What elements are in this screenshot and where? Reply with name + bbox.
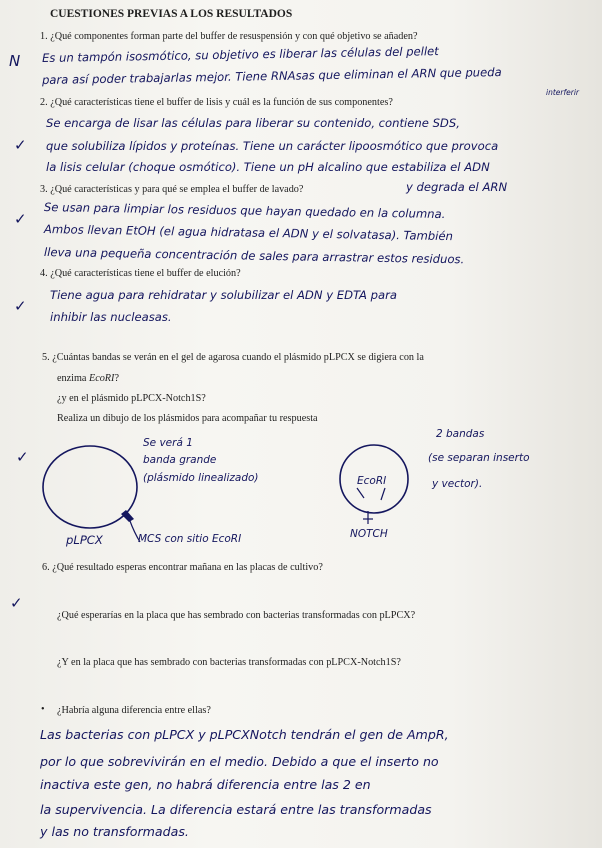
question-5-line-2: enzima EcoRI? [57, 373, 119, 384]
answer-1-line-2: para así poder trabajarlas mejor. Tiene RNAsas que eliminan el ARN que pueda [41, 64, 502, 87]
ecori-site-label: EcoRI [357, 475, 387, 487]
answer-2-line-3: la lisis celular (choque osmótico). Tiene un pH alcalino que estabiliza el ADN [46, 160, 490, 174]
question-3: 3. ¿Qué características y para qué se emplea el buffer de lavado? [40, 184, 304, 195]
answer-6-line-1: Las bacterias con pLPCX y pLPCXNotch tendrán el gen de AmpR, [40, 727, 449, 742]
question-6-line-2: ¿Qué esperarías en la placa que has sembrado con bacterias transformadas con pLPCX? [57, 610, 416, 621]
question-4: 4. ¿Qué características tiene el buffer de elución? [40, 268, 241, 279]
mcs-label: MCS con sitio EcoRI [138, 533, 242, 545]
question-6-line-4: ¿Habría alguna diferencia entre ellas? [57, 705, 211, 716]
question-1: 1. ¿Qué componentes forman parte del buffer de resuspensión y con qué objetivo se añaden? [40, 31, 418, 42]
answer-6-line-5: y las no transformadas. [40, 824, 189, 839]
answer-6-line-3: inactiva este gen, no habrá diferencia entre las 2 en [40, 777, 371, 792]
grade-mark-q6: ✓ [10, 594, 23, 612]
question-5-line-3: ¿y en el plásmido pLPCX-Notch1S? [57, 393, 206, 404]
ecori-site-arrow-right [381, 488, 385, 500]
band-note-right-2: (se separan inserto [428, 452, 530, 464]
plasmid-label-pLPCX: pLPCX [66, 533, 103, 547]
question-2: 2. ¿Qué características tiene el buffer de lisis y cuál es la función de sus componentes? [40, 97, 393, 108]
answer-1-line-3: interferir [546, 88, 579, 97]
band-note-left-3: (plásmido linealizado) [143, 472, 259, 484]
answer-6-line-4: la supervivencia. La diferencia estará entre las transformadas [40, 802, 432, 817]
grade-mark-q1: N [9, 52, 21, 70]
question-5-line-4: Realiza un dibujo de los plásmidos para acompañar tu respuesta [57, 413, 318, 424]
band-note-right-3: y vector). [432, 478, 483, 490]
answer-4-line-2: inhibir las nucleasas. [50, 310, 172, 324]
answer-3-line-2: Ambos llevan EtOH (el agua hidratasa el ADN y el solvatasa). También [43, 222, 454, 244]
grade-mark-q3: ✓ [14, 210, 27, 228]
band-note-left-1: Se verá 1 [143, 437, 193, 449]
answer-6-line-2: por lo que sobrevivirán en el medio. Debido a que el inserto no [40, 754, 439, 769]
grade-mark-q4: ✓ [14, 297, 27, 315]
answer-2-line-1: Se encarga de lisar las células para liberar su contenido, contiene SDS, [46, 116, 460, 130]
band-note-right-1: 2 bandas [436, 428, 485, 440]
answer-2-line-4: y degrada el ARN [406, 180, 508, 194]
ecori-site-arrow-left [357, 488, 364, 498]
answer-3-line-3: lleva una pequeña concentración de sales para arrastrar estos residuos. [43, 245, 465, 267]
answer-4-line-1: Tiene agua para rehidratar y solubilizar el ADN y EDTA para [50, 288, 397, 302]
question-6-line-3: ¿Y en la placa que has sembrado con bacterias transformadas con pLPCX-Notch1S? [57, 657, 401, 668]
grade-mark-q5: ✓ [16, 448, 29, 466]
grade-mark-q2: ✓ [14, 136, 27, 154]
page-title: CUESTIONES PREVIAS A LOS RESULTADOS [50, 8, 293, 20]
question-6-line-1: 6. ¿Qué resultado esperas encontrar mañana en las placas de cultivo? [42, 562, 323, 573]
question-5-line-1: 5. ¿Cuántas bandas se verán en el gel de agarosa cuando el plásmido pLPCX se digiera con la [42, 352, 424, 363]
notch-insert-label: NOTCH [350, 528, 388, 540]
answer-1-line-1: Es un tampón isosmótico, su objetivo es liberar las células del pellet [41, 44, 439, 65]
band-note-left-2: banda grande [143, 454, 217, 466]
answer-2-line-2: que solubiliza lípidos y proteínas. Tiene un carácter lipoosmótico que provoca [46, 139, 499, 153]
answer-3-line-1: Se usan para limpiar los residuos que hayan quedado en la columna. [43, 200, 446, 222]
question-6-bullet: • [41, 704, 45, 715]
